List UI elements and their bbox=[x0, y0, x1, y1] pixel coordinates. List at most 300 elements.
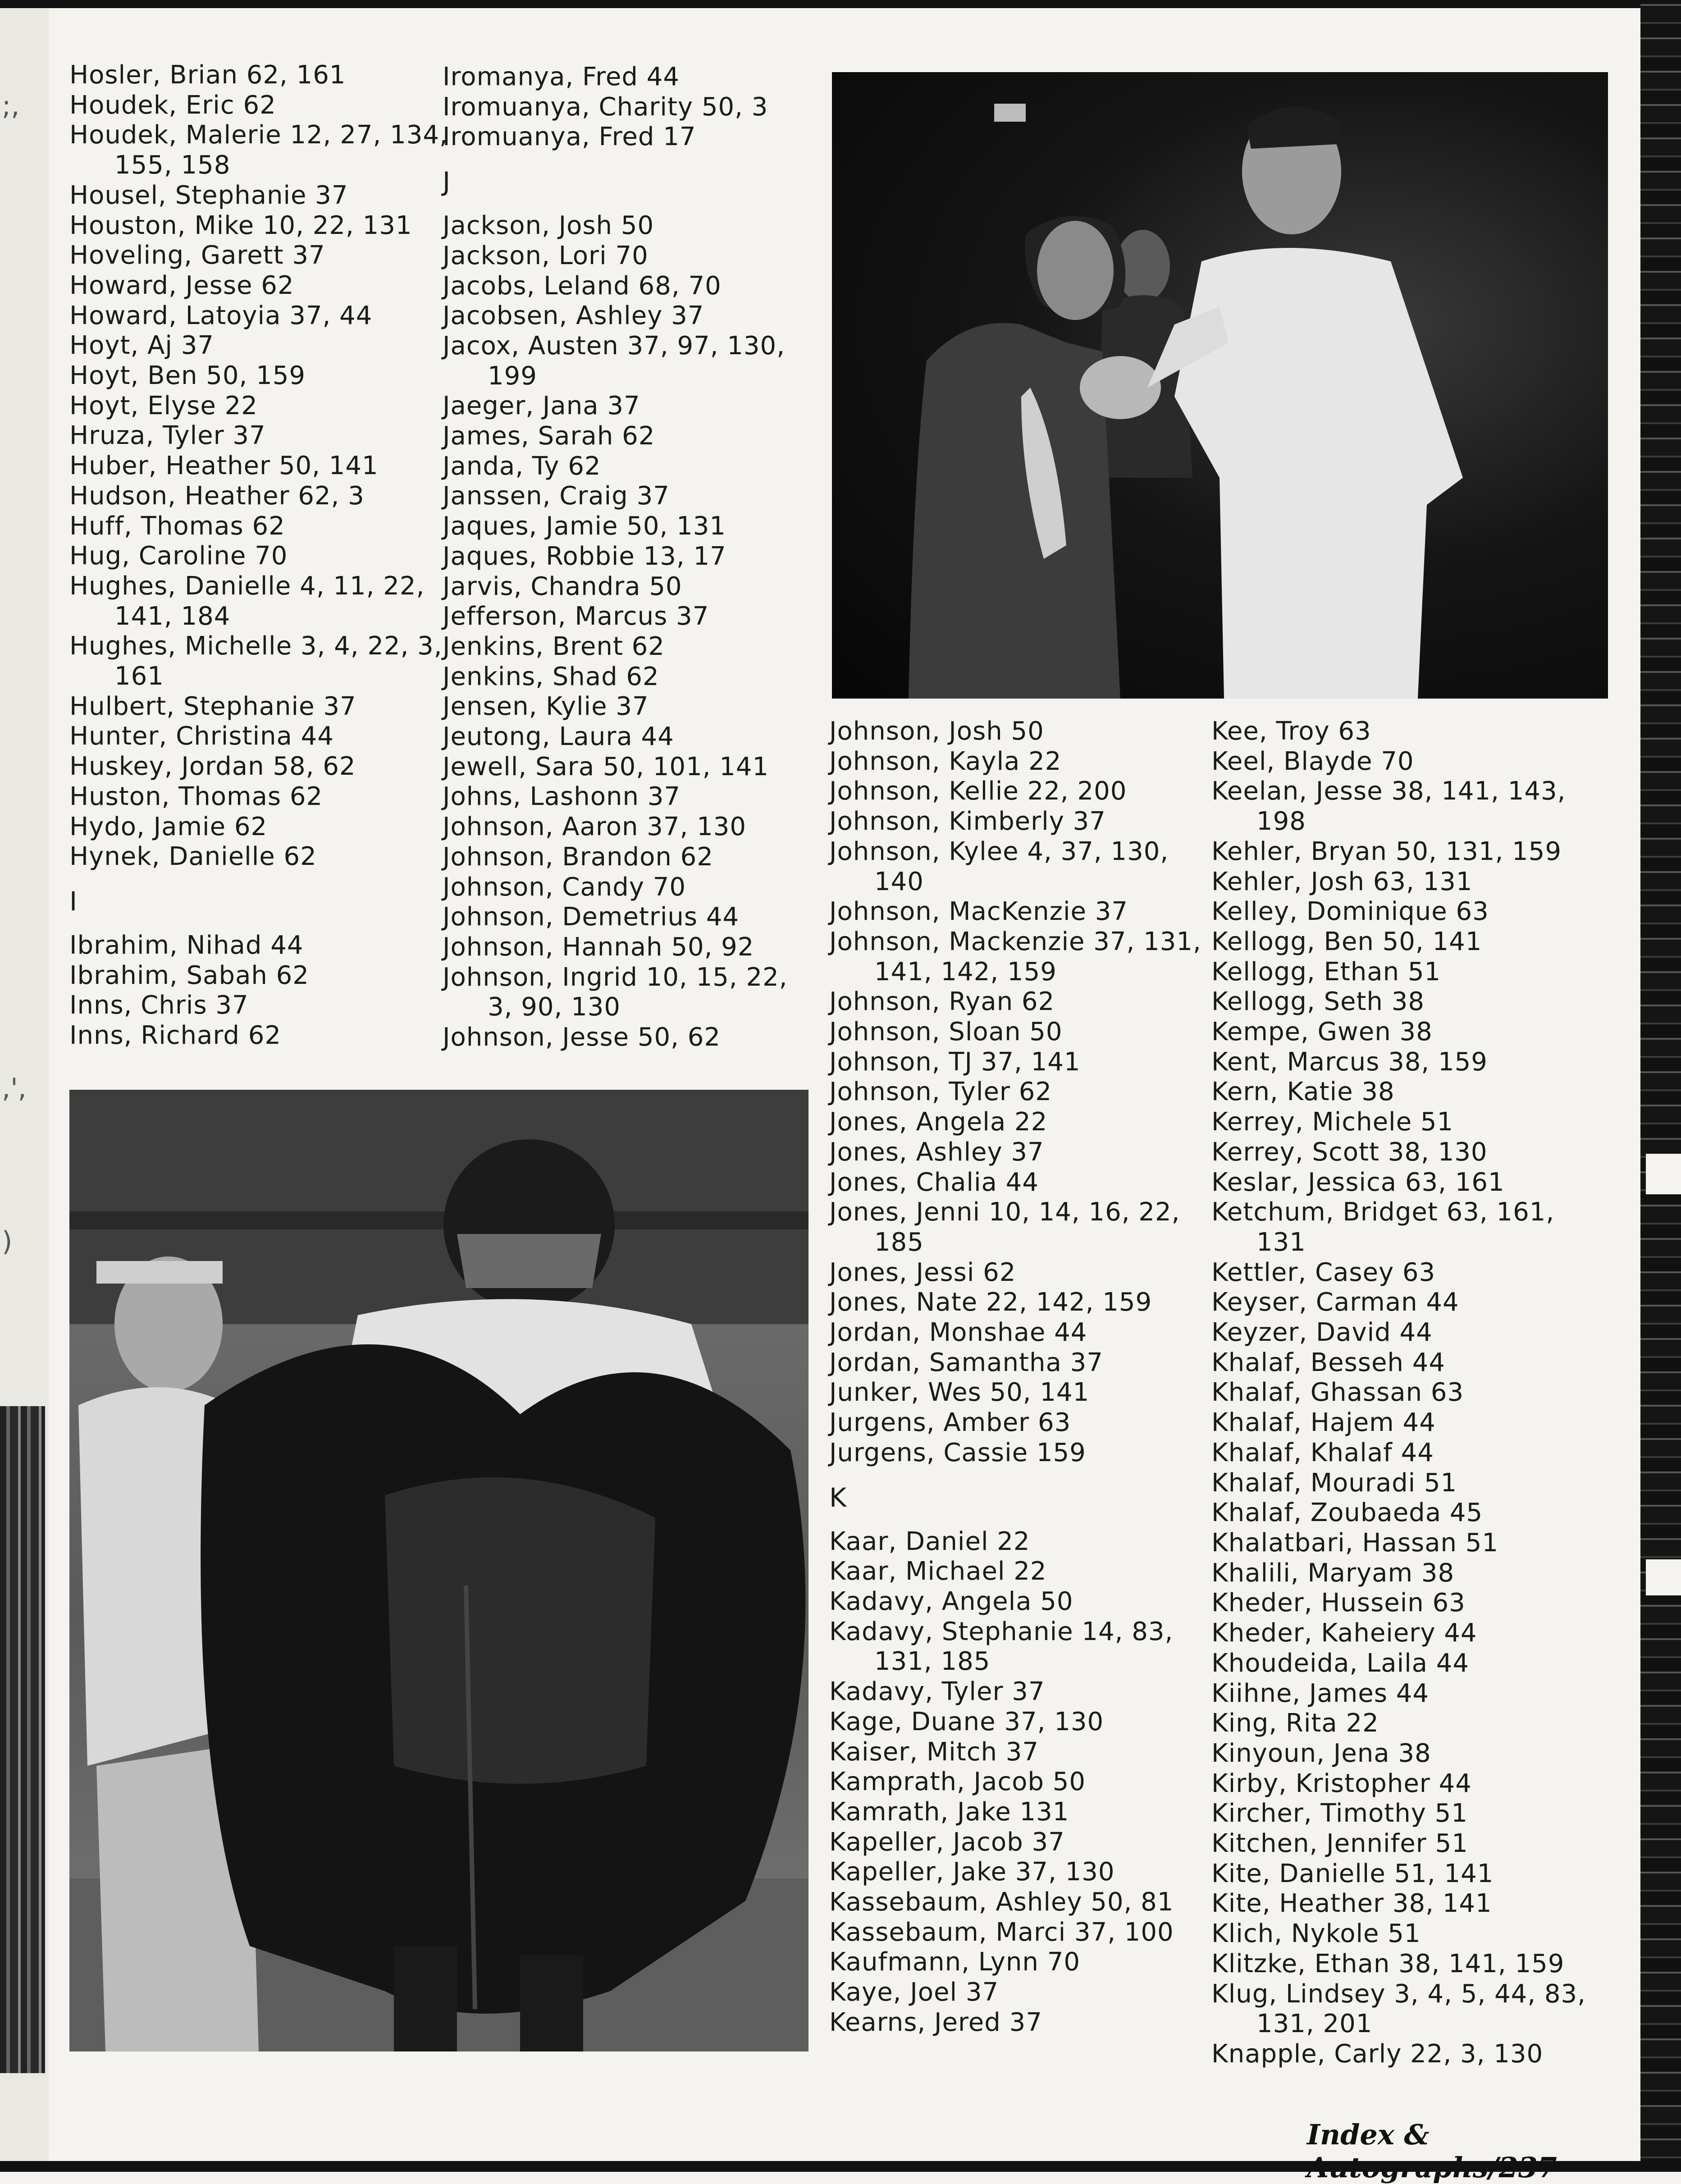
margin-fragment: ,', bbox=[2, 1073, 27, 1104]
index-entry bbox=[829, 1288, 1217, 1318]
entry-name-pages: Jacobsen, Ashley 37 bbox=[443, 301, 704, 331]
index-entry bbox=[1211, 1829, 1635, 1859]
index-entry bbox=[829, 1767, 1217, 1797]
index-entry bbox=[443, 1023, 830, 1053]
entry-name-pages: Johnson, Tyler 62 bbox=[829, 1077, 1052, 1107]
entry-name-pages: Kellogg, Ethan 51 bbox=[1211, 957, 1441, 987]
entry-name-pages: Kellogg, Seth 38 bbox=[1211, 987, 1425, 1017]
index-entry bbox=[1211, 957, 1635, 987]
entry-name-pages: Khalatbari, Hassan 51 bbox=[1211, 1528, 1499, 1558]
index-entry bbox=[69, 541, 457, 571]
entry-name-pages: Klitzke, Ethan 38, 141, 159 bbox=[1211, 1949, 1565, 1978]
entry-name-pages: Hynek, Danielle 62 bbox=[69, 842, 317, 872]
index-entry bbox=[829, 1677, 1217, 1707]
index-column-2 bbox=[443, 62, 830, 1053]
index-entry bbox=[443, 692, 830, 722]
entry-name-pages: Kent, Marcus 38, 159 bbox=[1211, 1047, 1488, 1077]
index-entry bbox=[829, 1557, 1217, 1587]
index-entry bbox=[443, 122, 830, 152]
index-entry bbox=[443, 512, 830, 542]
index-entry bbox=[443, 963, 830, 1023]
entry-name-pages: Jordan, Samantha 37 bbox=[829, 1348, 1103, 1377]
index-entry bbox=[69, 722, 457, 752]
entry-name-pages: Iromuanya, Fred 17 bbox=[443, 122, 696, 152]
entry-name-pages: Hulbert, Stephanie 37 bbox=[69, 691, 356, 721]
entry-name-pages: Johnson, Ryan 62 bbox=[829, 987, 1055, 1017]
left-binding-edge bbox=[0, 1406, 45, 2073]
index-entry bbox=[69, 961, 457, 991]
section-letter: I bbox=[69, 886, 78, 917]
entry-name-pages: Jaeger, Jana 37 bbox=[443, 391, 640, 421]
entry-name-pages: Johnson, Brandon 62 bbox=[443, 842, 713, 872]
photo-inner-tube-art bbox=[69, 1090, 809, 2051]
index-entry bbox=[829, 987, 1217, 1017]
entry-name-pages: Khalaf, Ghassan 63 bbox=[1211, 1378, 1464, 1407]
entry-name-pages: James, Sarah 62 bbox=[443, 421, 655, 451]
index-entry bbox=[829, 777, 1217, 807]
index-entry bbox=[443, 391, 830, 421]
index-entry bbox=[69, 842, 457, 872]
index-entry bbox=[829, 1947, 1217, 1978]
index-entry bbox=[1211, 717, 1635, 747]
index-entry bbox=[1211, 1949, 1635, 1979]
entry-name-pages: Howard, Latoyia 37, 44 bbox=[69, 301, 373, 330]
entry-name-pages: Jones, Jessi 62 bbox=[829, 1257, 1016, 1287]
index-entry bbox=[69, 812, 457, 842]
entry-name-pages: Hoyt, Elyse 22 bbox=[69, 391, 258, 420]
index-entry bbox=[1211, 1258, 1635, 1288]
index-entry bbox=[1211, 1348, 1635, 1378]
entry-name-pages: Kaufmann, Lynn 70 bbox=[829, 1947, 1080, 1977]
index-entry bbox=[69, 211, 457, 241]
entry-name-pages: Jeutong, Laura 44 bbox=[443, 722, 674, 752]
index-entry bbox=[443, 452, 830, 482]
index-entry bbox=[829, 1887, 1217, 1918]
bottom-border bbox=[0, 2161, 1681, 2172]
entry-pages-continued: 3, 90, 130 bbox=[488, 992, 621, 1022]
index-entry bbox=[829, 1797, 1217, 1828]
index-entry bbox=[69, 391, 457, 421]
entry-name-pages: Johnson, Hannah 50, 92 bbox=[443, 932, 754, 962]
entry-name-pages: Kassebaum, Ashley 50, 81 bbox=[829, 1887, 1174, 1917]
entry-pages-continued: 131, 185 bbox=[874, 1647, 991, 1677]
index-entry bbox=[69, 991, 457, 1021]
entry-name-pages: Hunter, Christina 44 bbox=[69, 722, 334, 751]
entry-name-pages: Jackson, Lori 70 bbox=[443, 241, 649, 270]
index-entry bbox=[1211, 1739, 1635, 1769]
entry-name-pages: Johnson, Josh 50 bbox=[829, 717, 1044, 746]
entry-name-pages: Kerrey, Scott 38, 130 bbox=[1211, 1137, 1488, 1167]
index-entry bbox=[1211, 1438, 1635, 1468]
entry-name-pages: Knapple, Carly 22, 3, 130 bbox=[1211, 2039, 1544, 2069]
entry-name-pages: Jones, Nate 22, 142, 159 bbox=[829, 1288, 1152, 1317]
entry-name-pages: Junker, Wes 50, 141 bbox=[829, 1378, 1090, 1407]
index-column-1 bbox=[69, 60, 457, 1051]
entry-pages-continued: 161 bbox=[114, 662, 164, 691]
entry-name-pages: Kitchen, Jennifer 51 bbox=[1211, 1829, 1468, 1859]
entry-name-pages: Johnson, Demetrius 44 bbox=[443, 902, 740, 932]
index-entry bbox=[69, 481, 457, 512]
entry-name-pages: Khalaf, Mouradi 51 bbox=[1211, 1468, 1457, 1498]
entry-name-pages: Kehler, Bryan 50, 131, 159 bbox=[1211, 836, 1562, 866]
index-entry bbox=[829, 1857, 1217, 1887]
entry-name-pages: Kelley, Dominique 63 bbox=[1211, 897, 1489, 927]
index-entry bbox=[829, 1587, 1217, 1617]
entry-name-pages: Khalili, Maryam 38 bbox=[1211, 1558, 1455, 1588]
entry-name-pages: Johns, Lashonn 37 bbox=[443, 782, 681, 812]
entry-name-pages: Klug, Lindsey 3, 4, 5, 44, 83, bbox=[1211, 1979, 1586, 2009]
index-entry bbox=[1211, 2039, 1635, 2070]
entry-pages-continued: 131, 201 bbox=[1256, 2009, 1373, 2039]
entry-name-pages: Hoveling, Garett 37 bbox=[69, 241, 325, 270]
entry-name-pages: Johnson, Aaron 37, 130 bbox=[443, 812, 747, 842]
entry-name-pages: Jurgens, Cassie 159 bbox=[829, 1438, 1086, 1467]
right-page-edge bbox=[1640, 0, 1681, 2172]
entry-name-pages: Kadavy, Stephanie 14, 83, bbox=[829, 1617, 1174, 1646]
entry-name-pages: Kapeller, Jake 37, 130 bbox=[829, 1857, 1115, 1887]
entry-name-pages: Ibrahim, Nihad 44 bbox=[69, 930, 304, 960]
entry-name-pages: Jones, Angela 22 bbox=[829, 1107, 1048, 1137]
page-footer: Index & bbox=[1307, 2118, 1430, 2151]
index-entry bbox=[1211, 1168, 1635, 1198]
entry-name-pages: Johnson, Jesse 50, 62 bbox=[443, 1023, 721, 1052]
index-entry bbox=[1211, 1047, 1635, 1078]
index-column-3 bbox=[829, 717, 1217, 2038]
index-entry bbox=[69, 271, 457, 301]
index-entry bbox=[1211, 777, 1635, 836]
index-entry bbox=[1211, 1378, 1635, 1408]
entry-name-pages: Huskey, Jordan 58, 62 bbox=[69, 752, 356, 781]
entry-name-pages: Jones, Jenni 10, 14, 16, 22, bbox=[829, 1197, 1180, 1227]
entry-name-pages: Houdek, Malerie 12, 27, 134, bbox=[69, 120, 448, 150]
index-entry bbox=[829, 1707, 1217, 1737]
entry-name-pages: Janda, Ty 62 bbox=[443, 451, 601, 481]
entry-name-pages: Keyser, Carman 44 bbox=[1211, 1288, 1459, 1317]
index-entry bbox=[829, 2008, 1217, 2038]
entry-pages-continued: 185 bbox=[874, 1227, 924, 1257]
entry-name-pages: Khalaf, Khalaf 44 bbox=[1211, 1438, 1434, 1467]
entry-name-pages: Kinyoun, Jena 38 bbox=[1211, 1738, 1431, 1768]
entry-name-pages: Kage, Duane 37, 130 bbox=[829, 1707, 1104, 1736]
entry-name-pages: Inns, Chris 37 bbox=[69, 991, 249, 1020]
index-entry bbox=[1211, 897, 1635, 927]
index-entry bbox=[1211, 1979, 1635, 2039]
index-entry bbox=[829, 1408, 1217, 1438]
entry-pages-continued: 131 bbox=[1256, 1227, 1306, 1257]
index-entry bbox=[443, 602, 830, 632]
index-entry bbox=[1211, 1649, 1635, 1679]
index-entry bbox=[443, 812, 830, 842]
entry-name-pages: Jarvis, Chandra 50 bbox=[443, 571, 682, 601]
entry-name-pages: Johnson, Candy 70 bbox=[443, 872, 686, 902]
entry-pages-continued: 141, 184 bbox=[114, 601, 231, 631]
photo-dancing-couple-art bbox=[832, 72, 1608, 699]
index-entry bbox=[69, 1021, 457, 1051]
top-border bbox=[0, 0, 1681, 8]
index-entry bbox=[1211, 1017, 1635, 1047]
index-entry bbox=[1211, 927, 1635, 957]
entry-name-pages: Janssen, Craig 37 bbox=[443, 481, 670, 511]
entry-name-pages: Jones, Ashley 37 bbox=[829, 1137, 1044, 1167]
entry-name-pages: Kite, Danielle 51, 141 bbox=[1211, 1859, 1494, 1888]
index-entry bbox=[829, 1138, 1217, 1168]
index-entry bbox=[829, 717, 1217, 747]
entry-pages-continued: 155, 158 bbox=[114, 151, 231, 180]
index-entry bbox=[1211, 1558, 1635, 1589]
section-letter: K bbox=[829, 1482, 847, 1513]
entry-name-pages: Kerrey, Michele 51 bbox=[1211, 1107, 1454, 1137]
index-entry bbox=[69, 692, 457, 722]
entry-name-pages: Kassebaum, Marci 37, 100 bbox=[829, 1917, 1174, 1947]
index-entry bbox=[829, 747, 1217, 777]
index-entry bbox=[443, 421, 830, 452]
index-entry bbox=[829, 837, 1217, 897]
index-entry bbox=[443, 92, 830, 123]
index-entry bbox=[1211, 1859, 1635, 1889]
index-entry bbox=[829, 1828, 1217, 1858]
entry-name-pages: Kaar, Daniel 22 bbox=[829, 1526, 1030, 1556]
index-entry bbox=[69, 60, 457, 91]
index-entry bbox=[443, 932, 830, 963]
index-entry bbox=[1211, 1498, 1635, 1528]
index-entry bbox=[1211, 867, 1635, 897]
index-entry bbox=[443, 752, 830, 782]
index-entry bbox=[1211, 1618, 1635, 1649]
index-entry bbox=[69, 631, 457, 691]
entry-name-pages: Hoyt, Ben 50, 159 bbox=[69, 361, 306, 391]
margin-fragment: ;, bbox=[2, 90, 20, 122]
index-entry bbox=[829, 1617, 1217, 1677]
index-entry bbox=[443, 241, 830, 271]
entry-name-pages: Hoyt, Aj 37 bbox=[69, 331, 214, 361]
entry-name-pages: Kehler, Josh 63, 131 bbox=[1211, 867, 1473, 896]
entry-name-pages: Hughes, Danielle 4, 11, 22, bbox=[69, 571, 425, 601]
entry-name-pages: Ibrahim, Sabah 62 bbox=[69, 960, 309, 990]
index-entry bbox=[829, 1438, 1217, 1468]
entry-name-pages: Jenkins, Brent 62 bbox=[443, 631, 665, 661]
index-entry bbox=[69, 120, 457, 180]
entry-name-pages: Klich, Nykole 51 bbox=[1211, 1919, 1421, 1949]
entry-name-pages: King, Rita 22 bbox=[1211, 1709, 1379, 1738]
entry-pages-continued: 198 bbox=[1256, 807, 1306, 836]
entry-name-pages: Johnson, Kylee 4, 37, 130, bbox=[829, 836, 1169, 866]
index-entry bbox=[443, 632, 830, 662]
index-entry bbox=[829, 1918, 1217, 1948]
index-entry bbox=[443, 902, 830, 932]
entry-name-pages: Huber, Heather 50, 141 bbox=[69, 451, 379, 481]
index-entry bbox=[443, 62, 830, 92]
index-entry bbox=[829, 1378, 1217, 1408]
index-entry bbox=[829, 1318, 1217, 1348]
entry-name-pages: Iromuanya, Charity 50, 3 bbox=[443, 92, 768, 122]
index-entry bbox=[443, 481, 830, 512]
index-entry bbox=[443, 331, 830, 391]
index-entry bbox=[829, 1527, 1217, 1557]
index-entry bbox=[69, 331, 457, 361]
index-entry bbox=[829, 1978, 1217, 2008]
entry-name-pages: Hughes, Michelle 3, 4, 22, 3, bbox=[69, 631, 443, 661]
index-entry bbox=[829, 927, 1217, 987]
entry-name-pages: Johnson, Sloan 50 bbox=[829, 1017, 1063, 1047]
index-entry bbox=[1211, 1528, 1635, 1558]
entry-name-pages: Johnson, MacKenzie 37 bbox=[829, 897, 1128, 927]
index-entry bbox=[1211, 1919, 1635, 1949]
index-entry bbox=[443, 211, 830, 241]
entry-name-pages: Kheder, Hussein 63 bbox=[1211, 1588, 1466, 1618]
entry-name-pages: Kettler, Casey 63 bbox=[1211, 1257, 1436, 1287]
entry-name-pages: Kirby, Kristopher 44 bbox=[1211, 1768, 1472, 1798]
entry-name-pages: Kempe, Gwen 38 bbox=[1211, 1017, 1433, 1047]
entry-name-pages: Kern, Katie 38 bbox=[1211, 1077, 1395, 1107]
index-column-4 bbox=[1211, 717, 1635, 2070]
index-entry bbox=[69, 91, 457, 121]
index-entry bbox=[1211, 1318, 1635, 1348]
entry-name-pages: Jacox, Austen 37, 97, 130, bbox=[443, 331, 785, 361]
entry-name-pages: Housel, Stephanie 37 bbox=[69, 180, 348, 210]
entry-name-pages: Jackson, Josh 50 bbox=[443, 211, 654, 241]
entry-name-pages: Kamprath, Jacob 50 bbox=[829, 1767, 1086, 1797]
entry-name-pages: Hosler, Brian 62, 161 bbox=[69, 60, 346, 90]
index-entry bbox=[69, 451, 457, 481]
index-entry bbox=[1211, 1769, 1635, 1799]
entry-name-pages: Kellogg, Ben 50, 141 bbox=[1211, 927, 1482, 956]
index-entry bbox=[829, 1737, 1217, 1768]
index-entry bbox=[1211, 1288, 1635, 1318]
entry-pages-continued: 199 bbox=[488, 361, 537, 391]
index-entry bbox=[1211, 1679, 1635, 1709]
index-entry bbox=[829, 1077, 1217, 1107]
index-entry bbox=[69, 752, 457, 782]
index-entry bbox=[1211, 1709, 1635, 1739]
entry-name-pages: Iromanya, Fred 44 bbox=[443, 62, 680, 91]
index-entry bbox=[1211, 987, 1635, 1017]
entry-name-pages: Jaques, Robbie 13, 17 bbox=[443, 541, 726, 571]
entry-name-pages: Inns, Richard 62 bbox=[69, 1021, 281, 1051]
index-entry bbox=[443, 271, 830, 302]
entry-name-pages: Ketchum, Bridget 63, 161, bbox=[1211, 1197, 1555, 1227]
index-entry bbox=[829, 1107, 1217, 1138]
index-entry bbox=[1211, 1138, 1635, 1168]
entry-name-pages: Keel, Blayde 70 bbox=[1211, 746, 1414, 776]
entry-name-pages: Johnson, Kellie 22, 200 bbox=[829, 777, 1127, 806]
entry-name-pages: Huston, Thomas 62 bbox=[69, 781, 323, 811]
index-entry bbox=[829, 1047, 1217, 1078]
index-entry bbox=[69, 571, 457, 631]
index-entry bbox=[69, 241, 457, 271]
entry-name-pages: Keelan, Jesse 38, 141, 143, bbox=[1211, 777, 1566, 806]
index-entry bbox=[443, 301, 830, 331]
index-entry bbox=[443, 722, 830, 752]
index-entry bbox=[69, 421, 457, 451]
entry-name-pages: Jurgens, Amber 63 bbox=[829, 1408, 1071, 1438]
index-entry bbox=[443, 572, 830, 602]
entry-name-pages: Kee, Troy 63 bbox=[1211, 717, 1371, 746]
index-entry bbox=[443, 842, 830, 873]
entry-name-pages: Khalaf, Hajem 44 bbox=[1211, 1408, 1436, 1438]
entry-name-pages: Keyzer, David 44 bbox=[1211, 1318, 1433, 1348]
index-entry bbox=[829, 1168, 1217, 1198]
entry-name-pages: Johnson, Kimberly 37 bbox=[829, 807, 1106, 836]
entry-name-pages: Johnson, Mackenzie 37, 131, bbox=[829, 927, 1201, 956]
entry-name-pages: Kaye, Joel 37 bbox=[829, 1978, 999, 2007]
entry-name-pages: Jenkins, Shad 62 bbox=[443, 662, 659, 691]
entry-name-pages: Johnson, TJ 37, 141 bbox=[829, 1047, 1081, 1077]
entry-name-pages: Jensen, Kylie 37 bbox=[443, 692, 649, 722]
index-entry bbox=[1211, 1588, 1635, 1618]
entry-pages-continued: 140 bbox=[874, 867, 924, 896]
index-entry bbox=[829, 1348, 1217, 1378]
index-entry bbox=[1211, 1408, 1635, 1438]
entry-name-pages: Khalaf, Besseh 44 bbox=[1211, 1348, 1445, 1377]
entry-name-pages: Kite, Heather 38, 141 bbox=[1211, 1889, 1492, 1919]
entry-name-pages: Kaiser, Mitch 37 bbox=[829, 1737, 1039, 1767]
index-entry bbox=[443, 782, 830, 812]
index-entry bbox=[829, 807, 1217, 837]
entry-name-pages: Howard, Jesse 62 bbox=[69, 270, 294, 300]
entry-name-pages: Hruza, Tyler 37 bbox=[69, 421, 266, 451]
index-entry bbox=[829, 897, 1217, 927]
index-entry bbox=[1211, 1107, 1635, 1138]
entry-name-pages: Houston, Mike 10, 22, 131 bbox=[69, 210, 412, 240]
index-entry bbox=[69, 931, 457, 961]
index-entry bbox=[443, 873, 830, 903]
entry-name-pages: Khoudeida, Laila 44 bbox=[1211, 1648, 1469, 1678]
index-entry bbox=[1211, 1197, 1635, 1257]
entry-name-pages: Jacobs, Leland 68, 70 bbox=[443, 271, 722, 301]
entry-name-pages: Kheder, Kaheiery 44 bbox=[1211, 1618, 1477, 1648]
index-entry bbox=[69, 181, 457, 211]
entry-name-pages: Huff, Thomas 62 bbox=[69, 511, 285, 541]
entry-name-pages: Kearns, Jered 37 bbox=[829, 2007, 1042, 2037]
entry-name-pages: Kadavy, Angela 50 bbox=[829, 1586, 1073, 1616]
entry-name-pages: Jefferson, Marcus 37 bbox=[443, 602, 709, 631]
entry-name-pages: Kiihne, James 44 bbox=[1211, 1678, 1429, 1708]
index-entry bbox=[1211, 1889, 1635, 1919]
entry-pages-continued: 141, 142, 159 bbox=[874, 957, 1057, 987]
index-entry bbox=[1211, 1077, 1635, 1107]
index-entry bbox=[69, 782, 457, 812]
index-entry bbox=[829, 1017, 1217, 1047]
entry-name-pages: Johnson, Kayla 22 bbox=[829, 746, 1062, 776]
index-entry bbox=[69, 301, 457, 331]
index-entry bbox=[69, 512, 457, 542]
index-entry bbox=[829, 1197, 1217, 1257]
index-entry bbox=[1211, 1468, 1635, 1499]
entry-name-pages: Kadavy, Tyler 37 bbox=[829, 1677, 1045, 1707]
entry-name-pages: Hudson, Heather 62, 3 bbox=[69, 481, 365, 511]
entry-name-pages: Kaar, Michael 22 bbox=[829, 1557, 1047, 1586]
index-entry bbox=[829, 1258, 1217, 1288]
index-entry bbox=[1211, 1799, 1635, 1829]
entry-name-pages: Jewell, Sara 50, 101, 141 bbox=[443, 752, 769, 781]
entry-name-pages: Jones, Chalia 44 bbox=[829, 1167, 1039, 1197]
entry-name-pages: Khalaf, Zoubaeda 45 bbox=[1211, 1498, 1483, 1528]
entry-name-pages: Jordan, Monshae 44 bbox=[829, 1318, 1087, 1348]
margin-fragment: ) bbox=[2, 1226, 13, 1257]
entry-name-pages: Johnson, Ingrid 10, 15, 22, bbox=[443, 962, 788, 992]
entry-name-pages: Kapeller, Jacob 37 bbox=[829, 1827, 1065, 1857]
index-entry bbox=[1211, 837, 1635, 867]
entry-name-pages: Hug, Caroline 70 bbox=[69, 541, 288, 571]
entry-name-pages: Kamrath, Jake 131 bbox=[829, 1797, 1069, 1827]
section-letter: J bbox=[443, 166, 451, 197]
entry-name-pages: Hydo, Jamie 62 bbox=[69, 812, 268, 841]
entry-name-pages: Kircher, Timothy 51 bbox=[1211, 1799, 1468, 1828]
entry-name-pages: Jaques, Jamie 50, 131 bbox=[443, 512, 726, 541]
entry-name-pages: Keslar, Jessica 63, 161 bbox=[1211, 1167, 1505, 1197]
index-entry bbox=[69, 361, 457, 391]
index-entry bbox=[443, 662, 830, 692]
